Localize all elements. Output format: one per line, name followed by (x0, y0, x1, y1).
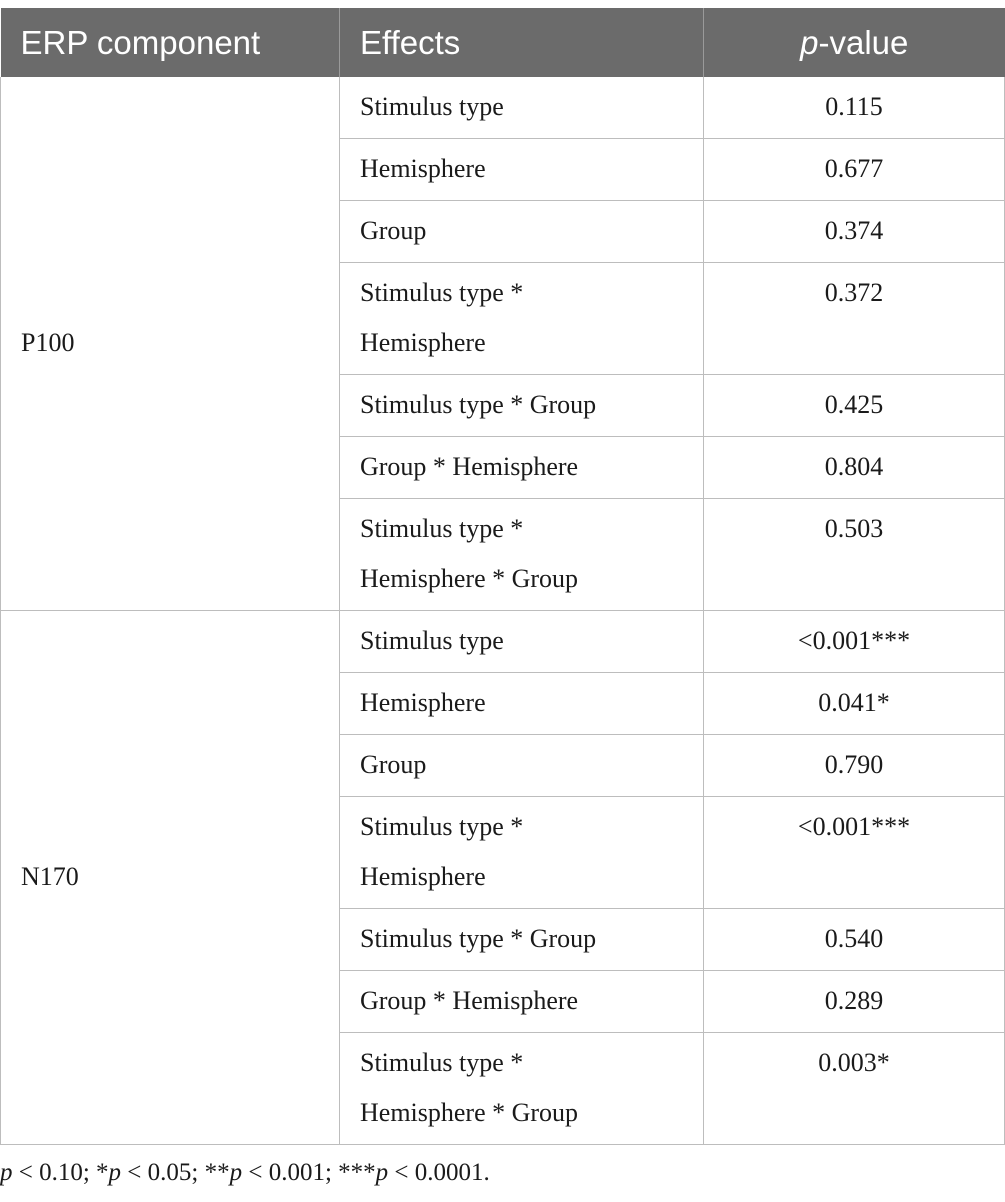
p-value-cell: 0.372 (704, 263, 1005, 375)
p-value-cell: 0.804 (704, 437, 1005, 499)
p-value-cell: <0.001*** (704, 797, 1005, 909)
effect-line: Group (360, 216, 427, 245)
effect-line: Stimulus type (360, 626, 504, 655)
p-value-cell: <0.001*** (704, 611, 1005, 673)
effect-cell (340, 797, 704, 909)
effect-cell (340, 77, 704, 139)
effect-cell (340, 971, 704, 1033)
p-value-cell: 0.374 (704, 201, 1005, 263)
effect-line: Hemisphere (360, 688, 486, 717)
table-body (1, 77, 1005, 1145)
header-effects: Effects (340, 8, 704, 77)
effect-line: Stimulus type * (360, 1048, 524, 1077)
header-p-rest: -value (818, 23, 909, 61)
table-row (1, 611, 1005, 673)
results-table (0, 8, 1005, 1145)
table-row (1, 77, 1005, 139)
erp-component-cell: P100 (1, 77, 340, 611)
footnote-text-1: < 0.10; * (12, 1159, 109, 1186)
p-value-cell: 0.425 (704, 375, 1005, 437)
effect-cell (340, 375, 704, 437)
effect-line: Group * Hemisphere (360, 452, 579, 481)
effect-line: Hemisphere * Group (360, 564, 579, 593)
effect-line: Group (360, 750, 427, 779)
significance-footnote (0, 1158, 490, 1188)
effect-cell (340, 263, 704, 375)
effect-line: Stimulus type * Group (360, 390, 597, 419)
footnote-text-4: < 0.0001. (388, 1159, 490, 1186)
effect-cell (340, 201, 704, 263)
effect-cell (340, 909, 704, 971)
effect-line: Stimulus type (360, 92, 504, 121)
effect-cell (340, 1033, 704, 1145)
footnote-text-3: < 0.001; *** (242, 1159, 376, 1186)
effect-cell (340, 437, 704, 499)
effect-line: Stimulus type * (360, 278, 524, 307)
header-row (1, 8, 1005, 77)
p-value-cell: 0.115 (704, 77, 1005, 139)
effect-cell (340, 673, 704, 735)
table-header (1, 8, 1005, 77)
effect-line: Stimulus type * Group (360, 924, 597, 953)
effect-line: Stimulus type * (360, 812, 524, 841)
effect-cell (340, 139, 704, 201)
effect-line: Group * Hemisphere (360, 986, 579, 1015)
header-p-value (704, 8, 1005, 77)
footnote-p3: p (229, 1159, 243, 1186)
effect-line: Hemisphere (360, 328, 486, 357)
effect-cell (340, 499, 704, 611)
effect-cell (340, 611, 704, 673)
effect-line: Hemisphere * Group (360, 1098, 579, 1127)
footnote-p2: p (108, 1159, 122, 1186)
header-p-italic: p (800, 23, 819, 61)
p-value-cell: 0.003* (704, 1033, 1005, 1145)
p-value-cell: 0.790 (704, 735, 1005, 797)
p-value-cell: 0.503 (704, 499, 1005, 611)
footnote-p4: p (375, 1159, 389, 1186)
footnote-p1: p (0, 1159, 13, 1186)
erp-component-cell: N170 (1, 611, 340, 1145)
effect-line: Hemisphere (360, 862, 486, 891)
effect-cell (340, 735, 704, 797)
p-value-cell: 0.289 (704, 971, 1005, 1033)
p-value-cell: 0.677 (704, 139, 1005, 201)
effect-line: Hemisphere (360, 154, 486, 183)
footnote-text-2: < 0.05; ** (121, 1159, 230, 1186)
p-value-cell: 0.540 (704, 909, 1005, 971)
effect-line: Stimulus type * (360, 514, 524, 543)
p-value-cell: 0.041* (704, 673, 1005, 735)
header-erp-component: ERP component (1, 8, 340, 77)
